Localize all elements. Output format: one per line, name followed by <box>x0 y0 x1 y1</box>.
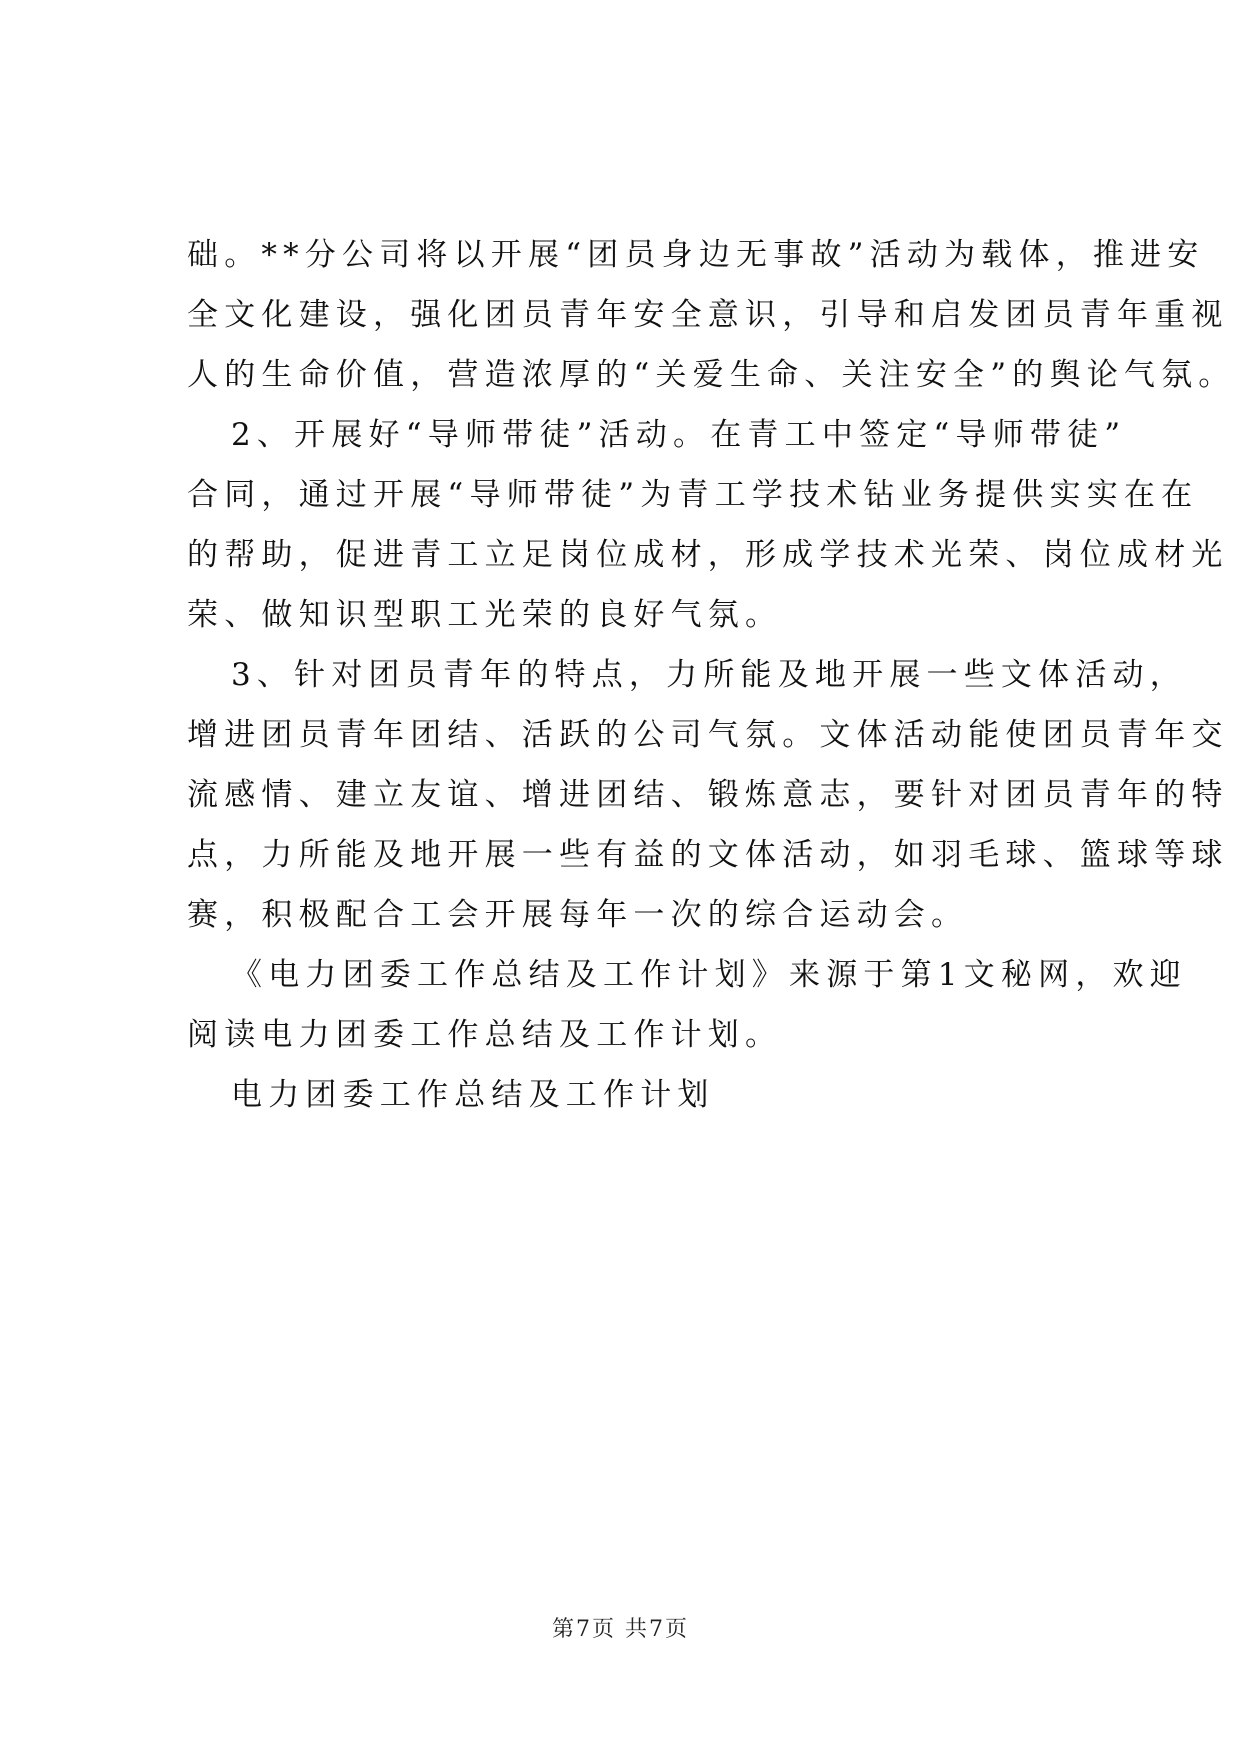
source-note-start: 《电力团委工作总结及工作计划》来源于第1文秘网，欢迎 <box>231 957 1187 993</box>
text-line: 赛，积极配合工会开展每年一次的综合运动会。 <box>187 897 969 933</box>
text-line: 阅读电力团委工作总结及工作计划。 <box>187 1017 783 1053</box>
document-body <box>187 225 1236 1125</box>
text-line: 全文化建设，强化团员青年安全意识，引导和启发团员青年重视 <box>187 297 1229 333</box>
text-line: 流感情、建立友谊、增进团结、锻炼意志，要针对团员青年的特 <box>187 777 1229 813</box>
text-line: 点，力所能及地开展一些有益的文体活动，如羽毛球、篮球等球 <box>187 837 1229 873</box>
text-line: 合同，通过开展“导师带徒”为青工学技术钻业务提供实实在在 <box>187 477 1199 513</box>
text-line: 荣、做知识型职工光荣的良好气氛。 <box>187 597 783 633</box>
paragraph-3-start: 3、针对团员青年的特点，力所能及地开展一些文体活动， <box>231 657 1187 693</box>
text-line: 础。**分公司将以开展“团员身边无事故”活动为载体，推进安 <box>187 237 1205 273</box>
text-line: 增进团员青年团结、活跃的公司气氛。文体活动能使团员青年交 <box>187 717 1229 753</box>
text-line: 人的生命价值，营造浓厚的“关爱生命、关注安全”的舆论气氛。 <box>187 357 1236 393</box>
text-line: 的帮助，促进青工立足岗位成材，形成学技术光荣、岗位成材光 <box>187 537 1229 573</box>
document-title-line: 电力团委工作总结及工作计划 <box>231 1077 715 1113</box>
page-number-footer: 第7页 共7页 <box>552 1617 689 1642</box>
paragraph-2-start: 2、开展好“导师带徒”活动。在青工中签定“导师带徒” <box>231 417 1127 453</box>
